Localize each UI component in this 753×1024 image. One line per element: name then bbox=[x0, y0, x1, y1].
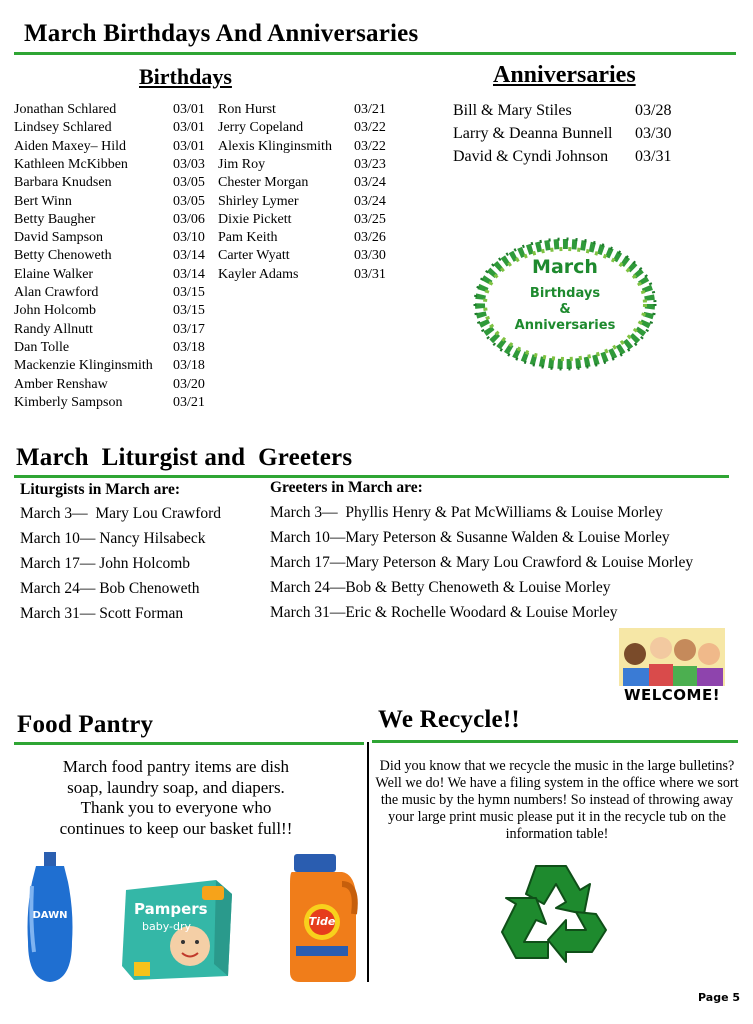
birthday-row bbox=[14, 193, 213, 211]
birthday-name: David Sampson bbox=[14, 230, 104, 246]
dawn-label: DAWN bbox=[32, 910, 68, 921]
birthday-name: Alexis Klinginsmith bbox=[218, 138, 332, 154]
birthday-name: Chester Morgan bbox=[218, 175, 309, 191]
birthday-date: 03/26 bbox=[354, 230, 386, 246]
birthday-date: 03/20 bbox=[173, 376, 205, 392]
greeter-entry: March 3— Phyllis Henry & Pat McWilliams & Louise Morley bbox=[270, 504, 663, 521]
birthday-date: 03/22 bbox=[354, 138, 386, 154]
birthday-name: Barbara Knudsen bbox=[14, 175, 112, 191]
birthday-name: Jerry Copeland bbox=[218, 120, 304, 136]
birthday-name: Amber Renshaw bbox=[14, 376, 108, 392]
birthday-date: 03/14 bbox=[173, 248, 205, 264]
anniversaries-heading: Anniversaries bbox=[493, 62, 636, 88]
birthday-date: 03/21 bbox=[354, 102, 386, 117]
birthday-date: 03/10 bbox=[173, 230, 205, 246]
greeter-entry: March 24—Bob & Betty Chenoweth & Louise Morley bbox=[270, 579, 611, 596]
birthday-name: Alan Crawford bbox=[14, 285, 99, 300]
birthday-row bbox=[218, 229, 394, 247]
birthday-row bbox=[14, 357, 213, 375]
anniversary-date: 03/31 bbox=[635, 147, 672, 165]
birthday-row bbox=[14, 119, 213, 137]
birthday-date: 03/30 bbox=[354, 248, 386, 264]
anniversary-name: Bill & Mary Stiles bbox=[453, 102, 572, 119]
anniversary-row bbox=[453, 146, 683, 168]
birthday-date: 03/15 bbox=[173, 303, 205, 319]
birthday-row bbox=[14, 247, 213, 265]
recycle-divider bbox=[372, 740, 738, 743]
pampers-package-image bbox=[120, 880, 234, 980]
birthday-row bbox=[14, 376, 213, 394]
title-divider bbox=[14, 52, 736, 55]
birthday-row bbox=[218, 266, 394, 284]
birthday-date: 03/01 bbox=[173, 102, 205, 117]
birthday-date: 03/18 bbox=[173, 339, 205, 355]
birthday-date: 03/06 bbox=[173, 211, 205, 227]
birthday-row bbox=[218, 211, 394, 229]
birthday-date: 03/01 bbox=[173, 120, 205, 136]
birthday-date: 03/22 bbox=[354, 120, 386, 136]
birthday-name: Mackenzie Klinginsmith bbox=[14, 358, 153, 374]
birthday-name: John Holcomb bbox=[14, 303, 97, 319]
march-wreath-graphic bbox=[470, 234, 660, 374]
liturgist-entry: March 24— Bob Chenoweth bbox=[20, 580, 200, 597]
birthday-row bbox=[218, 174, 394, 192]
birthday-name: Lindsey Schlared bbox=[14, 120, 112, 136]
birthday-row bbox=[14, 284, 213, 302]
birthday-row bbox=[14, 266, 213, 284]
birthday-row bbox=[14, 138, 213, 156]
birthday-date: 03/24 bbox=[354, 175, 386, 191]
food-pantry-divider bbox=[14, 742, 364, 745]
birthday-name: Shirley Lymer bbox=[218, 193, 299, 209]
birthday-name: Dixie Pickett bbox=[218, 211, 292, 227]
birthday-row bbox=[14, 339, 213, 357]
birthday-row bbox=[14, 302, 213, 320]
wreath-line4: Anniversaries bbox=[514, 318, 616, 333]
birthday-date: 03/03 bbox=[173, 156, 205, 172]
birthday-name: Kathleen McKibben bbox=[14, 156, 128, 172]
birthday-date: 03/31 bbox=[354, 266, 386, 282]
pampers-sublabel: baby-dry bbox=[142, 920, 192, 933]
birthday-date: 03/05 bbox=[173, 175, 205, 191]
birthday-date: 03/18 bbox=[173, 358, 205, 374]
birthday-name: Jonathan Schlared bbox=[14, 102, 117, 117]
birthday-name: Randy Allnutt bbox=[14, 321, 93, 337]
anniversary-row bbox=[453, 123, 683, 145]
birthday-name: Dan Tolle bbox=[14, 339, 70, 355]
birthday-row bbox=[14, 229, 213, 247]
birthday-row bbox=[218, 138, 394, 156]
column-divider bbox=[367, 742, 369, 982]
birthday-date: 03/15 bbox=[173, 285, 205, 300]
anniversary-name: David & Cyndi Johnson bbox=[453, 147, 609, 165]
birthday-date: 03/05 bbox=[173, 193, 205, 209]
recycle-title: We Recycle!! bbox=[378, 706, 520, 733]
anniversary-date: 03/30 bbox=[635, 124, 672, 142]
welcome-text: WELCOME! bbox=[623, 686, 721, 704]
dawn-bottle-image bbox=[22, 852, 78, 984]
birthday-name: Betty Chenoweth bbox=[14, 248, 112, 264]
food-pantry-text: March food pantry items are dish soap, laundry soap, and diapers. Thank you to everyone who continues to keep our basket full!! bbox=[59, 757, 293, 838]
page-title: March Birthdays And Anniversaries bbox=[24, 20, 419, 47]
liturgist-entry: March 31— Scott Forman bbox=[20, 605, 184, 622]
birthdays-heading: Birthdays bbox=[139, 64, 232, 89]
page-number: Page 5 bbox=[698, 991, 741, 1004]
birthday-row bbox=[14, 321, 213, 339]
birthday-name: Elaine Walker bbox=[14, 266, 94, 282]
birthday-row bbox=[218, 156, 394, 174]
pampers-label: Pampers bbox=[134, 900, 208, 918]
tide-label: Tide bbox=[308, 915, 336, 928]
anniversary-date: 03/28 bbox=[635, 102, 672, 119]
birthday-date: 03/25 bbox=[354, 211, 386, 227]
liturgy-title: March Liturgist and Greeters bbox=[16, 444, 353, 471]
wreath-title: March bbox=[532, 256, 598, 278]
food-pantry-title: Food Pantry bbox=[17, 711, 154, 738]
recycle-icon bbox=[496, 858, 612, 964]
birthday-date: 03/24 bbox=[354, 193, 386, 209]
welcome-graphic bbox=[619, 628, 725, 708]
greeter-entry: March 17—Mary Peterson & Mary Lou Crawford & Louise Morley bbox=[270, 554, 694, 571]
liturgy-divider bbox=[14, 475, 729, 478]
birthday-name: Carter Wyatt bbox=[218, 248, 290, 264]
liturgist-entry: March 17— John Holcomb bbox=[20, 555, 191, 572]
greeters-heading: Greeters in March are: bbox=[270, 479, 423, 496]
birthday-name: Bert Winn bbox=[14, 193, 72, 209]
liturgists-heading: Liturgists in March are: bbox=[20, 481, 181, 498]
birthday-row bbox=[218, 119, 394, 137]
birthday-row bbox=[218, 193, 394, 211]
birthday-date: 03/14 bbox=[173, 266, 205, 282]
birthday-date: 03/21 bbox=[173, 394, 205, 410]
birthday-name: Pam Keith bbox=[218, 230, 278, 246]
birthday-row bbox=[14, 211, 213, 229]
birthday-name: Kimberly Sampson bbox=[14, 394, 123, 410]
birthday-name: Betty Baugher bbox=[14, 211, 96, 227]
birthday-name: Ron Hurst bbox=[218, 102, 276, 117]
birthday-row bbox=[14, 174, 213, 192]
tide-bottle-image bbox=[286, 854, 360, 984]
birthday-name: Kayler Adams bbox=[218, 266, 299, 282]
liturgist-entry: March 10— Nancy Hilsabeck bbox=[20, 530, 206, 547]
birthday-date: 03/23 bbox=[354, 156, 386, 172]
birthday-row bbox=[14, 156, 213, 174]
liturgist-entry: March 3— Mary Lou Crawford bbox=[20, 505, 222, 522]
wreath-line3: & bbox=[559, 302, 571, 317]
recycle-text: Did you know that we recycle the music in the large bulletins? Well we do! We have a filing system in the office where we sort the music by the hymn numbers! So instead of throwing away your large print music please put it in the recycle tub on the information table! bbox=[375, 758, 739, 842]
anniversary-name: Larry & Deanna Bunnell bbox=[453, 124, 613, 142]
greeter-entry: March 10—Mary Peterson & Susanne Walden & Louise Morley bbox=[270, 529, 670, 546]
birthday-name: Jim Roy bbox=[218, 156, 266, 172]
greeter-entry: March 31—Eric & Rochelle Woodard & Louise Morley bbox=[270, 604, 618, 621]
birthday-row bbox=[218, 101, 394, 119]
birthday-row bbox=[14, 101, 213, 119]
anniversary-row bbox=[453, 100, 683, 122]
birthday-date: 03/01 bbox=[173, 138, 205, 154]
wreath-line2: Birthdays bbox=[529, 286, 601, 301]
birthday-date: 03/17 bbox=[173, 321, 205, 337]
birthday-row bbox=[14, 394, 213, 412]
birthday-name: Aiden Maxey– Hild bbox=[14, 138, 126, 154]
birthday-row bbox=[218, 247, 394, 265]
